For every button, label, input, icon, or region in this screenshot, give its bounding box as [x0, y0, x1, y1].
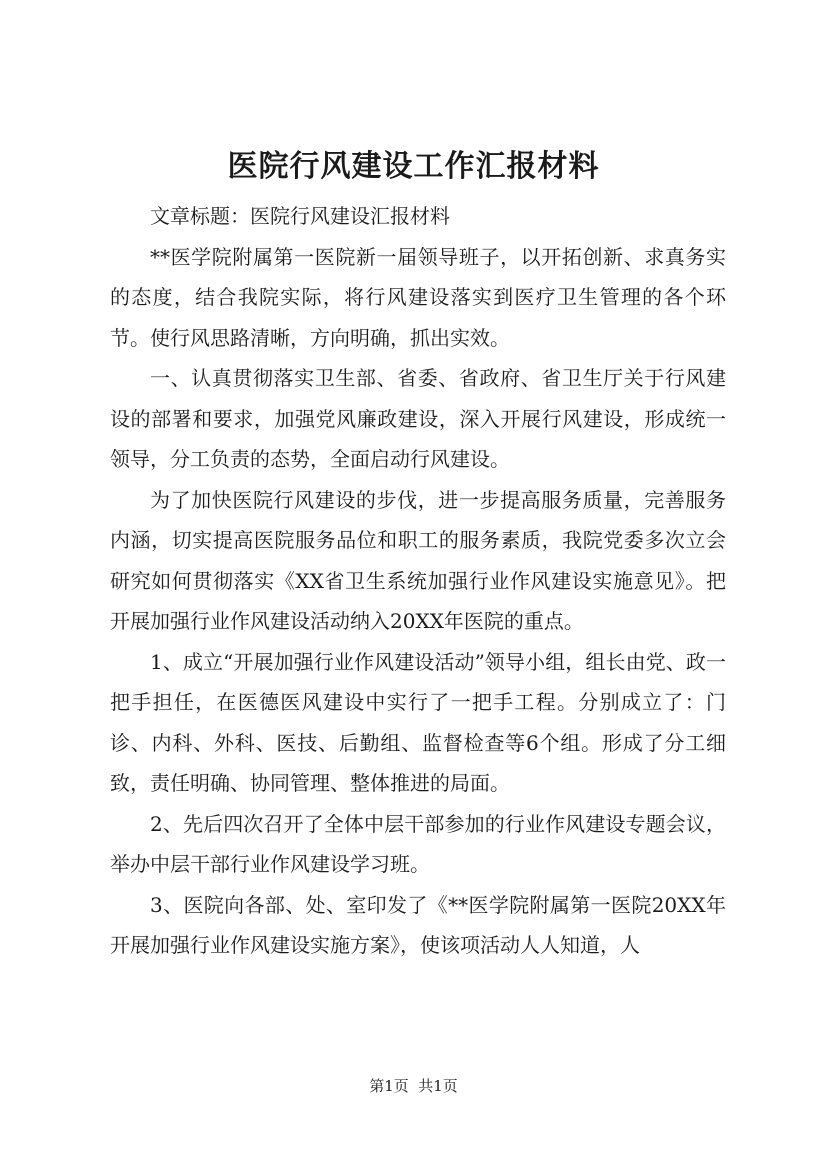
- paragraph-section-one: 一、认真贯彻落实卫生部、省委、省政府、省卫生厅关于行风建设的部署和要求，加强党风廉政建设，深入开展行风建设，形成统一领导，分工负责的态势，全面启动行风建设。: [110, 366, 726, 471]
- paragraph-intro: **医学院附属第一医院新一届领导班子，以开拓创新、求真务实的态度，结合我院实际，将行风建设落实到医疗卫生管理的各个环节。使行风思路清晰，方向明确，抓出实效。: [110, 244, 726, 350]
- document-title: 医院行风建设工作汇报材料: [227, 149, 600, 184]
- document-body: [110, 196, 726, 966]
- paragraph-article-title: 文章标题：医院行风建设汇报材料: [150, 204, 450, 228]
- paragraph-item-2: 2、先后四次召开了全体中层干部参加的行业作风建设专题会议，举办中层干部行业作风建设学习班。: [110, 811, 726, 876]
- page-footer: [0, 1076, 827, 1096]
- paragraph-measures: 为了加快医院行风建设的步伐，进一步提高服务质量，完善服务内涵，切实提高医院服务品位和职工的服务素质，我院党委多次立会研究如何贯彻落实《XX省卫生系统加强行业作风建设实施意见》。把开展加强行业作风建设活动纳入20XX年医院的重点。: [110, 487, 726, 633]
- paragraph-item-1: 1、成立“开展加强行业作风建设活动”领导小组，组长由党、政一把手担任，在医德医风建设中实行了一把手工程。分别成立了：门诊、内科、外科、医技、后勤组、监督检查等6个组。形成了分工细致，责任明确、协同管理、整体推进的局面。: [110, 649, 726, 795]
- paragraph-item-3: 3、医院向各部、处、室印发了《**医学院附属第一医院20XX年开展加强行业作风建设实施方案》，使该项活动人人知道，人: [110, 892, 726, 957]
- page-number: 第1页 共1页: [369, 1077, 458, 1095]
